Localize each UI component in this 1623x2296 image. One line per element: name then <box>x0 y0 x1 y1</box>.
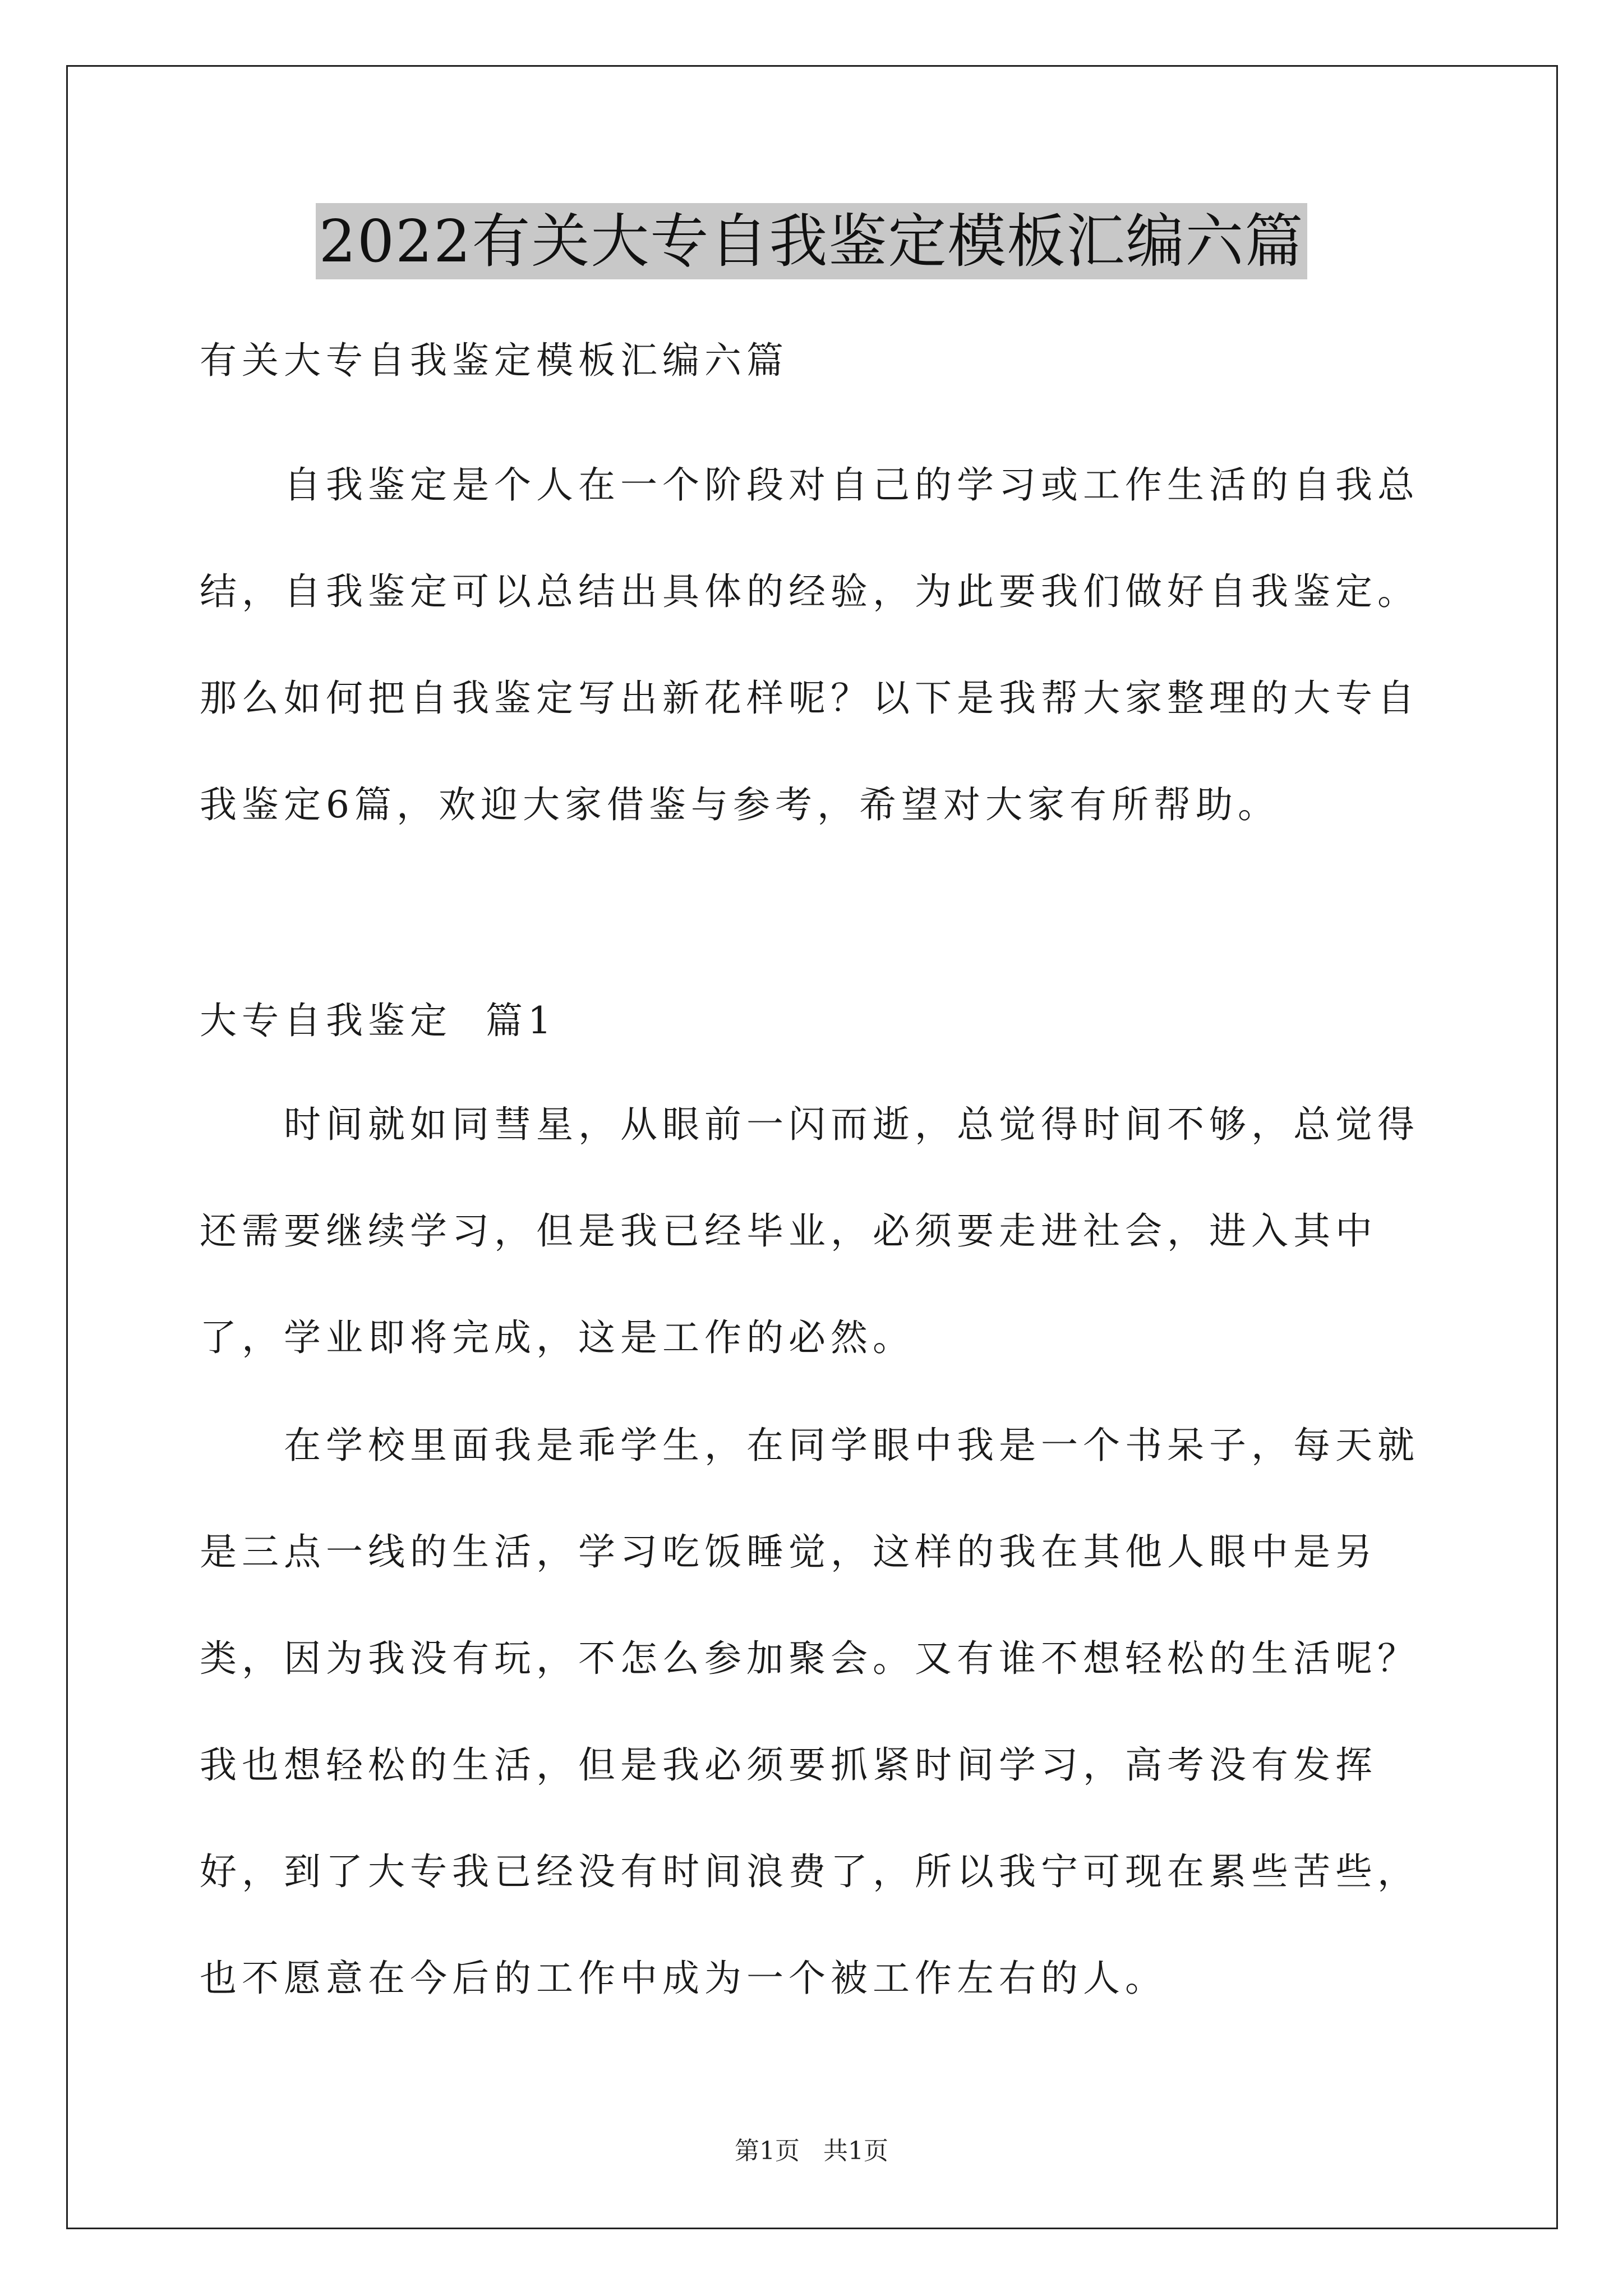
title-container <box>0 203 1623 279</box>
section-heading: 大专自我鉴定 篇1 <box>200 999 556 1042</box>
document-subtitle: 有关大专自我鉴定模板汇编六篇 <box>200 339 789 382</box>
body-paragraph-1: 时间就如同彗星，从眼前一闪而逝，总觉得时间不够，总觉得还需要继续学习，但是我已经毕业，必须要走进社会，进入其中了，学业即将完成，这是工作的必然。 <box>200 1103 1419 1359</box>
document-title: 2022有关大专自我鉴定模板汇编六篇 <box>316 203 1308 279</box>
body-paragraph-2: 在学校里面我是乖学生，在同学眼中我是一个书呆子，每天就是三点一线的生活，学习吃饭睡觉，这样的我在其他人眼中是另类，因为我没有玩，不怎么参加聚会。又有谁不想轻松的生活呢？我也想轻松的生活，但是我必须要抓紧时间学习，高考没有发挥好，到了大专我已经没有时间浪费了，所以我宁可现在累些苦些，也不愿意在今后的工作中成为一个被工作左右的人。 <box>200 1424 1419 2000</box>
page-footer: 第1页 共1页 <box>735 2137 888 2165</box>
intro-paragraph: 自我鉴定是个人在一个阶段对自己的学习或工作生活的自我总结，自我鉴定可以总结出具体的经验，为此要我们做好自我鉴定。那么如何把自我鉴定写出新花样呢？以下是我帮大家整理的大专自我鉴定6篇，欢迎大家借鉴与参考，希望对大家有所帮助。 <box>200 463 1419 826</box>
